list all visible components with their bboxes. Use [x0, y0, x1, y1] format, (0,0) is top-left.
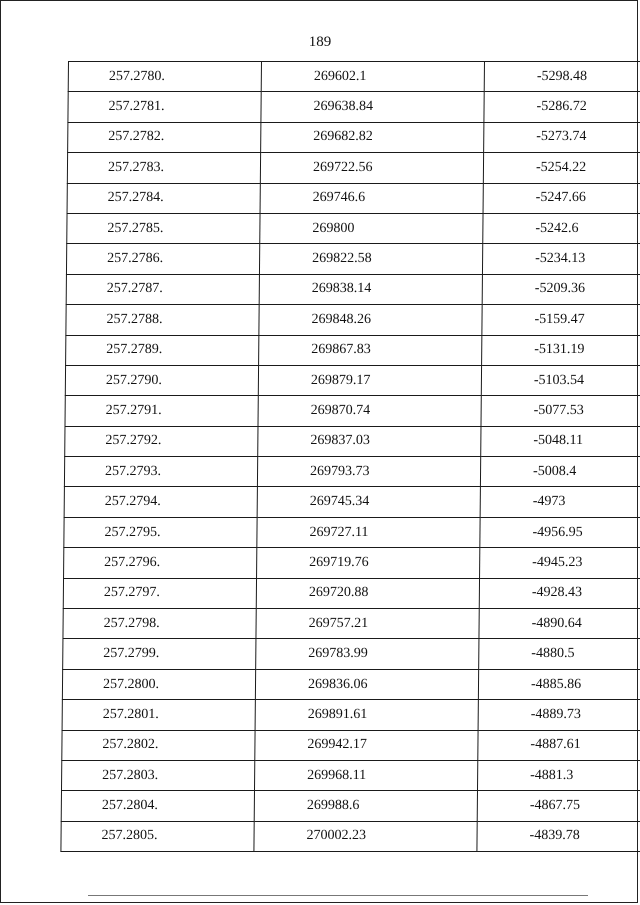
- y-coordinate-cell: -4973: [480, 487, 640, 517]
- page-number: 189: [308, 34, 332, 50]
- y-coordinate-cell: -5008.4: [480, 457, 640, 487]
- y-coordinate-cell: -5209.36: [482, 274, 640, 304]
- y-coordinate-cell: -4928.43: [479, 578, 640, 608]
- point-number-cell: 257.2794.: [64, 487, 257, 517]
- y-coordinate-cell: -5103.54: [481, 365, 640, 395]
- table-row: [64, 457, 640, 487]
- point-number-cell: 257.2786.: [66, 244, 259, 274]
- y-coordinate-cell: -5159.47: [482, 305, 640, 335]
- point-number-cell: 257.2796.: [64, 548, 257, 578]
- y-coordinate-cell: -4887.61: [478, 730, 640, 760]
- y-coordinate-cell: -5286.72: [484, 92, 640, 122]
- table-row: [65, 396, 640, 426]
- point-number-cell: 257.2785.: [67, 213, 260, 243]
- coordinate-table: [60, 61, 640, 852]
- table-row: [64, 517, 640, 547]
- y-coordinate-cell: -5254.22: [483, 153, 640, 183]
- table-row: [62, 700, 640, 730]
- x-coordinate-cell: 269719.76: [257, 548, 480, 578]
- point-number-cell: 257.2788.: [66, 305, 259, 335]
- y-coordinate-cell: -5234.13: [482, 244, 640, 274]
- x-coordinate-cell: 269720.88: [256, 578, 479, 608]
- point-number-cell: 257.2782.: [68, 122, 261, 152]
- table-row: [62, 730, 640, 760]
- y-coordinate-cell: -4881.3: [477, 760, 640, 790]
- x-coordinate-cell: 269867.83: [259, 335, 482, 365]
- table-row: [64, 487, 640, 517]
- table-row: [62, 669, 640, 699]
- x-coordinate-cell: 269870.74: [258, 396, 481, 426]
- point-number-cell: 257.2781.: [68, 92, 261, 122]
- y-coordinate-cell: -5247.66: [483, 183, 640, 213]
- table-row: [63, 578, 640, 608]
- table-row: [67, 183, 640, 213]
- y-coordinate-cell: -4885.86: [478, 669, 640, 699]
- point-number-cell: 257.2797.: [63, 578, 256, 608]
- y-coordinate-cell: -4880.5: [479, 639, 640, 669]
- point-number-cell: 257.2784.: [67, 183, 260, 213]
- x-coordinate-cell: 269745.34: [257, 487, 480, 517]
- table-row: [68, 92, 640, 122]
- point-number-cell: 257.2799.: [63, 639, 256, 669]
- x-coordinate-cell: 269602.1: [261, 62, 484, 92]
- table-body: [61, 62, 640, 852]
- y-coordinate-cell: -5048.11: [481, 426, 640, 456]
- table-row: [61, 760, 640, 790]
- point-number-cell: 257.2800.: [62, 669, 255, 699]
- y-coordinate-cell: -4889.73: [478, 700, 640, 730]
- y-coordinate-cell: -5242.6: [483, 213, 640, 243]
- x-coordinate-cell: 269822.58: [259, 244, 482, 274]
- point-number-cell: 257.2798.: [63, 609, 256, 639]
- table-row: [66, 335, 640, 365]
- x-coordinate-cell: 269838.14: [259, 274, 482, 304]
- x-coordinate-cell: 269968.11: [254, 760, 477, 790]
- table-row: [66, 305, 640, 335]
- x-coordinate-cell: 269891.61: [255, 700, 478, 730]
- table-row: [61, 821, 640, 851]
- point-number-cell: 257.2789.: [66, 335, 259, 365]
- point-number-cell: 257.2801.: [62, 700, 255, 730]
- x-coordinate-cell: 269837.03: [258, 426, 481, 456]
- bottom-scan-line: [88, 895, 588, 896]
- point-number-cell: 257.2804.: [61, 791, 254, 821]
- x-coordinate-cell: 269746.6: [260, 183, 483, 213]
- point-number-cell: 257.2805.: [61, 821, 254, 851]
- x-coordinate-cell: 269722.56: [260, 153, 483, 183]
- point-number-cell: 257.2783.: [67, 153, 260, 183]
- point-number-cell: 257.2803.: [61, 760, 254, 790]
- table-row: [66, 274, 640, 304]
- x-coordinate-cell: 269836.06: [255, 669, 478, 699]
- x-coordinate-cell: 269757.21: [256, 609, 479, 639]
- table-row: [63, 609, 640, 639]
- point-number-cell: 257.2790.: [65, 365, 258, 395]
- x-coordinate-cell: 269988.6: [254, 791, 477, 821]
- x-coordinate-cell: 269848.26: [259, 305, 482, 335]
- point-number-cell: 257.2802.: [62, 730, 255, 760]
- table-row: [67, 213, 640, 243]
- table-row: [68, 62, 640, 92]
- table-row: [63, 639, 640, 669]
- x-coordinate-cell: 269783.99: [256, 639, 479, 669]
- y-coordinate-cell: -5077.53: [481, 396, 640, 426]
- x-coordinate-cell: 269793.73: [257, 457, 480, 487]
- point-number-cell: 257.2780.: [68, 62, 261, 92]
- point-number-cell: 257.2787.: [66, 274, 259, 304]
- table-row: [67, 153, 640, 183]
- y-coordinate-cell: -5298.48: [484, 62, 640, 92]
- point-number-cell: 257.2791.: [65, 396, 258, 426]
- x-coordinate-cell: 269727.11: [257, 517, 480, 547]
- y-coordinate-cell: -4956.95: [480, 517, 640, 547]
- x-coordinate-cell: 270002.23: [254, 821, 477, 851]
- y-coordinate-cell: -4945.23: [480, 548, 640, 578]
- y-coordinate-cell: -5131.19: [482, 335, 640, 365]
- table-row: [68, 122, 640, 152]
- table-row: [65, 365, 640, 395]
- x-coordinate-cell: 269638.84: [261, 92, 484, 122]
- x-coordinate-cell: 269942.17: [255, 730, 478, 760]
- point-number-cell: 257.2792.: [65, 426, 258, 456]
- y-coordinate-cell: -4890.64: [479, 609, 640, 639]
- table-row: [66, 244, 640, 274]
- point-number-cell: 257.2795.: [64, 517, 257, 547]
- y-coordinate-cell: -4867.75: [477, 791, 640, 821]
- x-coordinate-cell: 269879.17: [258, 365, 481, 395]
- table-row: [64, 548, 640, 578]
- x-coordinate-cell: 269800: [260, 213, 483, 243]
- y-coordinate-cell: -5273.74: [484, 122, 640, 152]
- table-row: [65, 426, 640, 456]
- table-row: [61, 791, 640, 821]
- point-number-cell: 257.2793.: [64, 457, 257, 487]
- x-coordinate-cell: 269682.82: [261, 122, 484, 152]
- y-coordinate-cell: -4839.78: [477, 821, 640, 851]
